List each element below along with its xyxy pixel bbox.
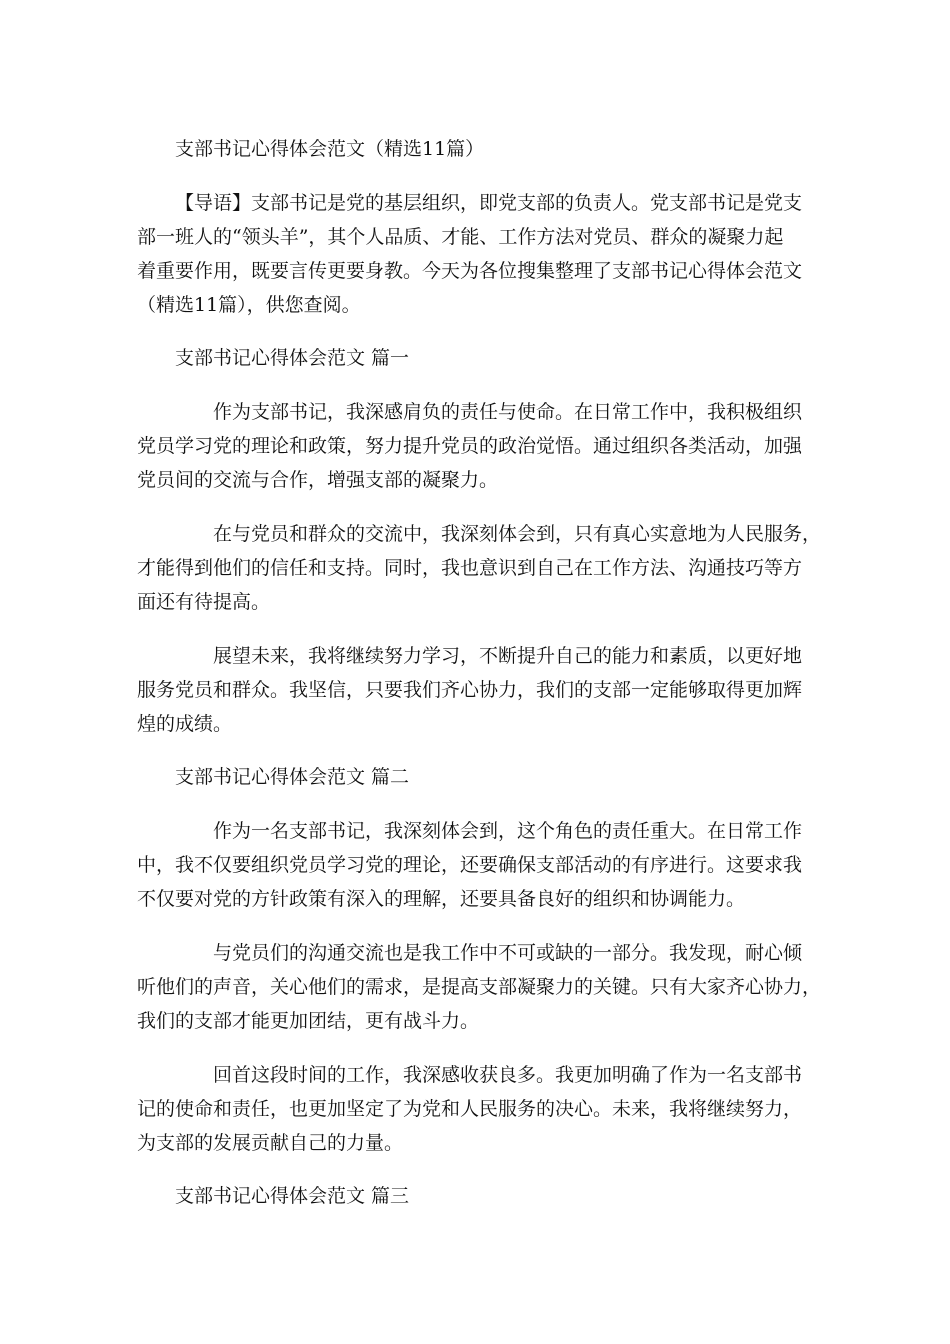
paragraph-line: 听他们的声音，关心他们的需求，是提高支部凝聚力的关键。只有大家齐心协力， <box>137 976 822 998</box>
paragraph-line: 作为一名支部书记，我深刻体会到，这个角色的责任重大。在日常工作 <box>213 820 803 842</box>
paragraph-line: 才能得到他们的信任和支持。同时，我也意识到自己在工作方法、沟通技巧等方 <box>137 557 803 579</box>
paragraph-line: 记的使命和责任，也更加坚定了为党和人民服务的决心。未来，我将继续努力， <box>137 1098 803 1120</box>
paragraph-line: 我们的支部才能更加团结，更有战斗力。 <box>137 1010 480 1032</box>
paragraph-line: 作为支部书记，我深感肩负的责任与使命。在日常工作中，我积极组织 <box>213 401 803 423</box>
paragraph-line: 服务党员和群众。我坚信，只要我们齐心协力，我们的支部一定能够取得更加辉 <box>137 679 803 701</box>
intro-line: 着重要作用，既要言传更要身教。今天为各位搜集整理了支部书记心得体会范文 <box>137 260 803 282</box>
section-heading: 支部书记心得体会范文 篇三 <box>175 1185 410 1207</box>
section-heading: 支部书记心得体会范文 篇一 <box>175 347 410 369</box>
paragraph-line: 与党员们的沟通交流也是我工作中不可或缺的一部分。我发现，耐心倾 <box>213 942 803 964</box>
paragraph-line: 党员学习党的理论和政策，努力提升党员的政治觉悟。通过组织各类活动，加强 <box>137 435 803 457</box>
paragraph-line: 在与党员和群众的交流中，我深刻体会到，只有真心实意地为人民服务， <box>213 523 822 545</box>
paragraph-line: 煌的成绩。 <box>137 713 233 735</box>
section-heading: 支部书记心得体会范文 篇二 <box>175 766 410 788</box>
intro-line: 【导语】支部书记是党的基层组织，即党支部的负责人。党支部书记是党支 <box>175 192 803 214</box>
paragraph-line: 为支部的发展贡献自己的力量。 <box>137 1132 404 1154</box>
paragraph-line: 面还有待提高。 <box>137 591 271 613</box>
paragraph-line: 回首这段时间的工作，我深感收获良多。我更加明确了作为一名支部书 <box>213 1064 803 1086</box>
intro-line: 部一班人的“领头羊”，其个人品质、才能、工作方法对党员、群众的凝聚力起 <box>137 226 784 248</box>
paragraph-line: 展望未来，我将继续努力学习，不断提升自己的能力和素质，以更好地 <box>213 645 803 667</box>
paragraph-line: 党员间的交流与合作，增强支部的凝聚力。 <box>137 469 499 491</box>
document-title: 支部书记心得体会范文（精选11篇） <box>175 138 485 160</box>
paragraph-line: 不仅要对党的方针政策有深入的理解，还要具备良好的组织和协调能力。 <box>137 888 746 910</box>
paragraph-line: 中，我不仅要组织党员学习党的理论，还要确保支部活动的有序进行。这要求我 <box>137 854 803 876</box>
intro-line: （精选11篇），供您查阅。 <box>137 294 361 316</box>
